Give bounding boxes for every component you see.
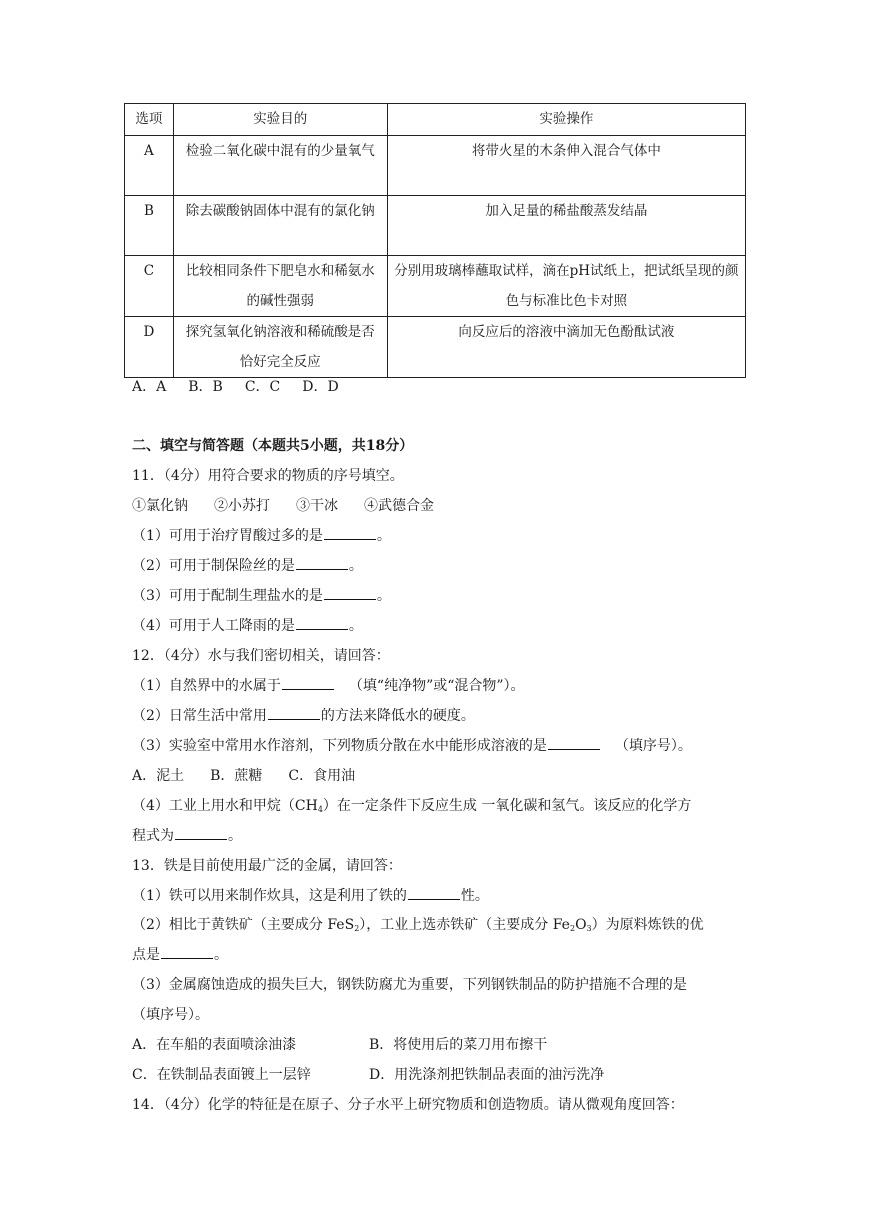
table-header-row <box>125 104 746 136</box>
q11-stem: 11．（4分）用符合要求的物质的序号填空。 <box>132 468 404 484</box>
q13-part-2 <box>132 914 704 934</box>
q11-item-text: （4）可用于人工降雨的是 <box>132 618 295 634</box>
q12-text: ）在一定条件下反应生成 一氧化碳和氢气。该反应的化学方 <box>322 798 692 814</box>
q11-item-text: （3）可用于配制生理盐水的是 <box>132 588 323 604</box>
period: 。 <box>348 618 363 634</box>
q12-part-3 <box>132 735 692 755</box>
answer-blank[interactable] <box>296 615 348 630</box>
period: 。 <box>214 947 228 963</box>
row-operation: 将带火星的木条伸入混合气体中 <box>387 136 745 196</box>
q11-item-3 <box>132 585 391 605</box>
section-title: 二、填空与简答题（本题共5小题，共18分） <box>132 438 414 454</box>
q13-stem: 13．铁是目前使用最广泛的金属，请回答： <box>132 858 402 874</box>
row-goal: 探究氢氧化钠溶液和稀硫酸是否恰好完全反应 <box>173 317 387 378</box>
q13-text: ）为原料炼铁的优 <box>591 917 704 933</box>
row-option: A <box>125 136 174 196</box>
header-operation: 实验操作 <box>387 104 745 136</box>
choice-a: A．A <box>132 379 167 395</box>
answer-blank[interactable] <box>324 585 376 600</box>
subscript: 2 <box>354 924 360 933</box>
q12-text: （1）自然界中的水属于 <box>132 678 281 694</box>
choice-c: C．在铁制品表面镀上一层锌 <box>132 1067 311 1083</box>
q13-part-1 <box>132 885 489 905</box>
choice-c: C．C <box>244 379 281 395</box>
row-operation: 向反应后的溶液中滴加无色酚酞试液 <box>387 317 745 378</box>
row-option: C <box>125 256 174 317</box>
row-goal: 除去碳酸钠固体中混有的氯化钠 <box>173 196 387 256</box>
answer-blank[interactable] <box>324 525 376 540</box>
q11-item-4 <box>132 615 363 635</box>
choice-a: A．在车船的表面喷涂油漆 <box>132 1037 297 1053</box>
subscript: 2 <box>569 924 576 933</box>
q12-text: （3）实验室中常用水作溶剂，下列物质分散在水中能形成溶液的是 <box>132 738 547 754</box>
q13-choices-row-2 <box>132 1064 604 1084</box>
q12-text: （2）日常生活中常用 <box>132 708 267 724</box>
q13-text: 点是 <box>132 947 160 963</box>
q12-choices <box>132 765 355 785</box>
period: 。 <box>376 528 391 544</box>
q14-stem: 14．（4分）化学的特征是在原子、分子水平上研究物质和创造物质。请从微观角度回答： <box>132 1097 684 1113</box>
choice-b: B．B <box>188 379 223 395</box>
q12-part-1 <box>132 675 525 695</box>
row-operation: 加入足量的稀盐酸蒸发结晶 <box>387 196 745 256</box>
choice-d: D．D <box>302 379 339 395</box>
q13-text: （1）铁可以用来制作炊具，这是利用了铁的 <box>132 888 407 904</box>
q12-text: 的方法来降低水的硬度。 <box>320 708 475 724</box>
answer-blank[interactable] <box>175 825 227 840</box>
answer-blank[interactable] <box>296 555 348 570</box>
row-goal: 比较相同条件下肥皂水和稀氨水的碱性强弱 <box>173 256 387 317</box>
q10-choices <box>132 376 339 396</box>
choice-b: B．蔗糖 <box>210 768 263 784</box>
q13-text: 性。 <box>460 888 489 904</box>
row-option: B <box>125 196 174 256</box>
header-goal: 实验目的 <box>173 104 387 136</box>
choice-d: D．用洗涤剂把铁制品表面的油污洗净 <box>369 1067 605 1083</box>
subscript: 4 <box>317 805 323 814</box>
q12-part-2 <box>132 705 475 725</box>
table-row <box>125 256 746 317</box>
answer-blank[interactable] <box>408 885 460 900</box>
period: 。 <box>348 558 363 574</box>
q13-choices-row-1 <box>132 1034 547 1054</box>
q11-item-1 <box>132 525 391 545</box>
experiment-table <box>124 103 746 378</box>
q12-text: （填“纯净物”或“混合物”）。 <box>348 678 525 694</box>
q13-text: ），工业上选赤铁矿（主要成分 Fe <box>359 917 570 933</box>
choice-a: A．泥土 <box>132 768 185 784</box>
q11-option: ②小苏打 <box>214 498 270 514</box>
q12-text: （填序号）。 <box>614 738 692 754</box>
q13-part-3-cont: （填序号）。 <box>132 1007 209 1023</box>
q13-text: （2）相比于黄铁矿（主要成分 FeS <box>132 917 355 933</box>
q11-options <box>132 495 434 515</box>
table-row <box>125 317 746 378</box>
header-option: 选项 <box>125 104 174 136</box>
choice-b: B．将使用后的菜刀用布擦干 <box>369 1037 548 1053</box>
q13-part-3: （3）金属腐蚀造成的损失巨大，钢铁防腐尤为重要，下列钢铁制品的防护措施不合理的是 <box>132 977 687 993</box>
table-row <box>125 136 746 196</box>
q12-part-4 <box>132 795 691 815</box>
period: 。 <box>376 588 391 604</box>
q12-part-4-cont <box>132 825 242 845</box>
q11-item-2 <box>132 555 363 575</box>
answer-blank[interactable] <box>161 944 213 959</box>
row-option: D <box>125 317 174 378</box>
q11-item-text: （1）可用于治疗胃酸过多的是 <box>132 528 323 544</box>
q13-part-2-cont <box>132 944 228 964</box>
table-row <box>125 196 746 256</box>
period: 。 <box>228 828 242 844</box>
q12-text: （4）工业上用水和甲烷（CH <box>132 798 318 814</box>
q12-text: 程式为 <box>132 828 174 844</box>
choice-c: C．食用油 <box>288 768 356 784</box>
row-goal: 检验二氧化碳中混有的少量氧气 <box>173 136 387 196</box>
subscript: 3 <box>586 924 592 933</box>
q11-option: ①氯化钠 <box>132 498 188 514</box>
q12-stem: 12．（4分）水与我们密切相关，请回答： <box>132 648 390 664</box>
answer-blank[interactable] <box>548 735 600 750</box>
answer-blank[interactable] <box>268 705 320 720</box>
row-operation: 分别用玻璃棒蘸取试样，滴在pH试纸上，把试纸呈现的颜色与标准比色卡对照 <box>387 256 745 317</box>
answer-blank[interactable] <box>282 675 334 690</box>
q11-option: ④武德合金 <box>364 498 434 514</box>
q13-text: O <box>575 917 587 933</box>
q11-option: ③干冰 <box>296 498 338 514</box>
q11-item-text: （2）可用于制保险丝的是 <box>132 558 295 574</box>
